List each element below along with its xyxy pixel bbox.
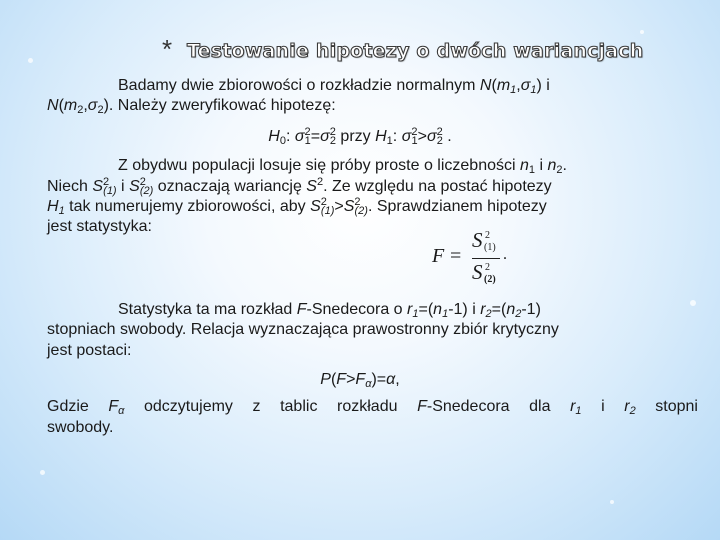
formula-equals: =: [450, 245, 462, 267]
p2-line3: $H_1$ tak numerujemy zbiorowości, aby $S^2_{(1)}>S^2_{(2)}$. Sprawdzianem hipotezy: [47, 196, 547, 217]
formula-num-index: (1): [484, 242, 496, 253]
formula-denominator: S: [472, 260, 483, 284]
p2-line4: jest statystyka:: [47, 218, 152, 235]
slide-title-row: [0, 34, 720, 68]
formula-period: .: [503, 246, 507, 263]
background-sparkle: [610, 500, 614, 504]
formula-den-index: (2): [484, 274, 496, 285]
formula-numerator: S: [472, 228, 483, 252]
formula-fraction-bar: [472, 258, 500, 259]
p2-line1: Z obydwu populacji losuje się próby proste o liczebności $n_1$ i $n_2$.: [118, 157, 567, 176]
slide-title: Testowanie hipotezy o dwóch wariancjach: [187, 40, 644, 62]
p2-line2: Niech $S^2_{(1)}$ i $S^2_{(2)}$ oznaczają wariancję $S^2$. Ze względu na postać hipotezy: [47, 176, 552, 197]
p3-line3: jest postaci:: [47, 342, 132, 359]
p1-line2: $N(m_2,\sigma_2)$. Należy zweryfikować hipotezę:: [47, 97, 336, 116]
title-asterisk-icon: *: [162, 34, 173, 64]
background-sparkle: [690, 300, 696, 306]
formula-num-exponent: 2: [485, 230, 490, 241]
f-statistic-formula: [428, 230, 538, 286]
p4-line2: swobody.: [47, 419, 114, 436]
p3-line2: stopniach swobody. Relacja wyznaczająca prawostronny zbiór krytyczny: [47, 321, 559, 338]
p3-line1: Statystyka ta ma rozkład F-Snedecora o $r_1=(n_1-1)$ i $r_2=(n_2-1)$: [118, 301, 541, 320]
background-sparkle: [40, 470, 45, 475]
hypothesis-line: $H_0$: $\sigma^2_1=\sigma^2_2$ przy $H_1$: $\sigma^2_1>\sigma^2_2$ .: [268, 126, 452, 147]
formula-den-exponent: 2: [485, 262, 490, 273]
p4-line1: Gdzie $F_\alpha$ odczytujemy z tablic rozkładu F-Snedecora dla $r_1$ i $r_2$ stopni: [47, 398, 698, 417]
p1-line1: Badamy dwie zbiorowości o rozkładzie normalnym $N(m_1,\sigma_1)$ i: [118, 77, 550, 96]
formula-lhs: F: [432, 245, 445, 267]
critical-region-line: $P(F>F_\alpha)=\alpha$,: [320, 371, 400, 390]
